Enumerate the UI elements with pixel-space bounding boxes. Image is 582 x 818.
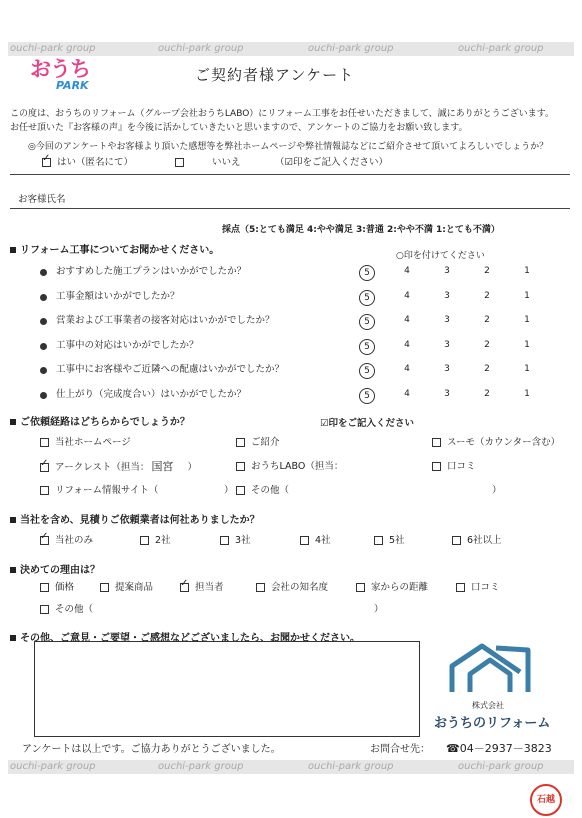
comments-textarea[interactable] [34,641,420,737]
vendor-count-label: 6社以上 [467,535,502,546]
section-2-note: ☑印をご記入ください [320,418,415,429]
vendor-count-option[interactable] [374,535,405,547]
vendor-count-option[interactable] [300,535,331,547]
route-other-label: その他（ [251,485,290,496]
close-paren: ） [492,485,502,496]
rating-option-3[interactable]: 3 [444,315,450,325]
bullet-icon [40,318,47,325]
contact-phone [446,743,552,755]
consent-yes-option[interactable] [42,157,133,169]
consent-question: ◎今回のアンケートやお客様より頂いた感想等を弊社ホームページや弊社情報誌などにご紹介させて頂いてよろしいでしょうか？ [28,142,549,152]
rating-option-2[interactable]: 2 [484,290,490,301]
reason-other-checkbox[interactable] [40,605,49,614]
vendor-count-label: 当社のみ [55,535,94,546]
vendor-count-checkbox[interactable] [220,536,229,545]
route-ouchilabo-checkbox[interactable] [236,462,245,471]
section-3-title: 当社を含め、見積りご依頼業者は何社ありましたか？ [10,511,260,526]
decision-reason-label: 会社の知名度 [271,582,329,593]
decision-reason-label: 口コミ [471,582,500,593]
company-name: おうちのリフォーム [434,716,551,731]
bullet-icon [40,294,47,301]
rating-option-2[interactable]: 2 [484,339,490,350]
rating-option-4[interactable]: 4 [404,315,410,325]
watermark-text: ouchi-park group [308,43,394,54]
rating-option-1[interactable]: 1 [524,388,530,399]
route-reform-info-checkbox[interactable] [40,486,49,495]
rating-option-5[interactable]: 5 [359,314,375,330]
consent-question-text: 今回のアンケートやお客様より頂いた感想等を弊社ホームページや弊社情報誌などにご紹介させて頂いてよろしいでしょうか？ [35,142,549,152]
rating-option-5[interactable]: 5 [359,339,375,355]
route-kuchikomi-checkbox[interactable] [432,462,441,471]
rating-option-1[interactable]: 1 [524,266,530,276]
seal-stamp: 石越 [530,784,562,816]
rating-option-2[interactable]: 2 [484,315,490,325]
rating-option-3[interactable]: 3 [444,266,450,276]
watermark-text: ouchi-park group [458,761,544,772]
rating-question-text: 工事金額はいかがでしたか？ [56,290,180,302]
contact-label: お問合せ先： [370,744,430,755]
company-logo [430,640,565,735]
bullet-icon [40,367,47,374]
consent-no-checkbox[interactable] [175,158,184,167]
decision-reason-option[interactable] [180,582,224,594]
route-referral[interactable] [236,437,280,449]
watermark-text: ouchi-park group [158,43,244,54]
decision-reason-option[interactable] [256,582,328,594]
vendor-count-label: 4社 [315,535,331,546]
rating-option-5[interactable]: 5 [359,290,375,306]
route-homepage-checkbox[interactable] [40,438,49,447]
reason-other-label: その他（ [55,604,94,615]
consent-no-option[interactable] [175,157,241,169]
divider [10,174,570,175]
rating-option-5[interactable]: 5 [359,388,375,404]
route-kuchikomi[interactable] [432,461,476,473]
watermark-text: ouchi-park group [10,761,96,772]
decision-reason-checkbox[interactable] [100,583,109,592]
route-reform-info-label: リフォーム情報サイト（ [55,485,159,496]
close-paren: ） [224,485,234,496]
company-prefix: 株式会社 [472,701,504,710]
vendor-count-checkbox[interactable] [300,536,309,545]
rating-option-4[interactable]: 4 [404,388,410,399]
logo-top-text: おうち [30,57,90,81]
route-arcrest-checkbox[interactable] [40,463,49,472]
scale-note: ○印を付けてください [396,251,485,261]
vendor-count-label: 2社 [155,535,171,546]
rating-question-text: 仕上がり（完成度合い）はいかがでしたか？ [56,388,247,400]
decision-reason-option[interactable] [456,582,500,594]
close-paren: ） [374,604,384,615]
watermark-text: ouchi-park group [158,761,244,772]
vendor-count-checkbox[interactable] [452,536,461,545]
route-suumo-checkbox[interactable] [432,438,441,447]
section-4-title: 決めての理由は？ [10,561,100,576]
route-homepage-label: 当社ホームページ [55,437,131,448]
watermark-text: ouchi-park group [10,43,96,54]
bullet-icon [40,269,47,276]
vendor-count-option[interactable] [452,535,502,547]
decision-reason-checkbox[interactable] [256,583,265,592]
close-paren: ） [187,462,197,473]
rating-option-3[interactable]: 3 [444,339,450,350]
route-ouchilabo[interactable] [236,461,343,473]
rating-option-2[interactable]: 2 [484,364,490,374]
route-other[interactable] [236,485,289,497]
rating-question-text: 営業および工事業者の接客対応はいかがでしたか？ [56,315,275,326]
vendor-count-label: 5社 [389,535,405,546]
decision-reason-checkbox[interactable] [180,583,189,592]
vendor-count-option[interactable] [140,535,171,547]
rating-option-4[interactable]: 4 [404,266,410,276]
route-reform-info[interactable] [40,485,158,497]
ouchi-park-logo [30,58,100,98]
route-arcrest[interactable] [40,461,197,474]
route-suumo[interactable] [432,437,560,449]
reason-other[interactable] [40,604,93,616]
rating-option-1[interactable]: 1 [524,339,530,350]
rating-option-5[interactable]: 5 [359,265,375,281]
decision-reason-checkbox[interactable] [456,583,465,592]
vendor-count-checkbox[interactable] [374,536,383,545]
intro-line-2: お任せ頂いた『お客様の声』を今後に活かしていきたいと思いますので、アンケートのご協力をお願い致します。 [10,123,468,133]
rating-option-3[interactable]: 3 [444,364,450,374]
intro-line-1: この度は、おうちのリフォーム（グループ会社おうちLABO）にリフォーム工事をお任せいただきまして、誠にありがとうございます。 [10,109,554,119]
decision-reason-option[interactable] [100,582,153,594]
rating-option-2[interactable]: 2 [484,388,490,399]
footer-thanks: アンケートは以上です。ご協力ありがとうございました。 [22,744,281,755]
vendor-count-checkbox[interactable] [140,536,149,545]
route-referral-label: ご紹介 [251,437,280,448]
page-title: ご契約者様アンケート [195,66,355,84]
route-other-checkbox[interactable] [236,486,245,495]
bullet-icon [40,392,47,399]
rating-option-2[interactable]: 2 [484,266,490,276]
rating-option-4[interactable]: 4 [404,339,410,350]
route-kuchikomi-label: 口コミ [447,461,476,472]
consent-no-label: いいえ [212,157,241,168]
vendor-count-label: 3社 [235,535,251,546]
section-1-title: リフォーム工事についてお聞かせください。 [10,241,219,256]
rating-option-5[interactable]: 5 [359,363,375,379]
decision-reason-label: 家からの距離 [371,582,429,593]
rating-option-1[interactable]: 1 [524,364,530,374]
decision-reason-checkbox[interactable] [40,583,49,592]
decision-reason-option[interactable] [356,582,428,594]
decision-reason-label: 提案商品 [115,582,154,593]
rating-option-3[interactable]: 3 [444,388,450,399]
section-2-title: ご依頼経路はどちらからでしょうか？ [10,413,190,428]
rating-question-text: 工事中の対応はいかがでしたか？ [56,339,199,351]
vendor-count-option[interactable] [40,535,93,547]
scale-legend: 採点（5:とても満足 4:やや満足 3:普通 2:やや不満 1:とても不満） [222,225,500,235]
route-ouchilabo-label: おうちLABO（担当： [251,461,344,472]
house-icon [430,640,565,700]
rating-option-3[interactable]: 3 [444,290,450,301]
consent-yes-label: はい（匿名にて） [57,157,134,168]
logo-bottom-text: PARK [56,79,89,92]
rating-option-1[interactable]: 1 [524,315,530,325]
rating-option-4[interactable]: 4 [404,290,410,301]
route-referral-checkbox[interactable] [236,438,245,447]
customer-name-label: お客様氏名 [18,194,66,205]
watermark-band-bottom [8,760,574,774]
customer-name-field[interactable] [10,208,570,209]
vendor-count-option[interactable] [220,535,251,547]
watermark-text: ouchi-park group [308,761,394,772]
rating-question-text: 工事中にお客様やご近隣への配慮はいかがでしたか？ [56,364,285,375]
decision-reason-label: 価格 [55,582,75,593]
bullet-icon [40,343,47,350]
rating-option-1[interactable]: 1 [524,290,530,301]
rating-question-text: おすすめした施工プランはいかがでしたか？ [56,266,247,277]
route-arcrest-label: アークレスト（担当： [55,462,150,473]
section-5-title: その他、ご意見・ご要望・ご感想などございましたら、お聞かせください。 [10,629,360,644]
decision-reason-label: 担当者 [195,582,224,593]
route-arcrest-staff-name: 国宮 [151,460,174,473]
consent-yes-checkbox[interactable] [42,158,51,167]
route-suumo-label: スーモ（カウンター含む） [447,437,561,448]
route-homepage[interactable] [40,437,131,449]
decision-reason-option[interactable] [40,582,74,594]
decision-reason-checkbox[interactable] [356,583,365,592]
phone-number: 04－2937－3823 [459,742,552,755]
watermark-text: ouchi-park group [458,43,544,54]
watermark-band-top [8,42,574,56]
phone-icon: ☎ [446,742,460,755]
rating-option-4[interactable]: 4 [404,364,410,374]
consent-note: （☑印をご記入ください） [275,157,389,168]
vendor-count-checkbox[interactable] [40,536,49,545]
